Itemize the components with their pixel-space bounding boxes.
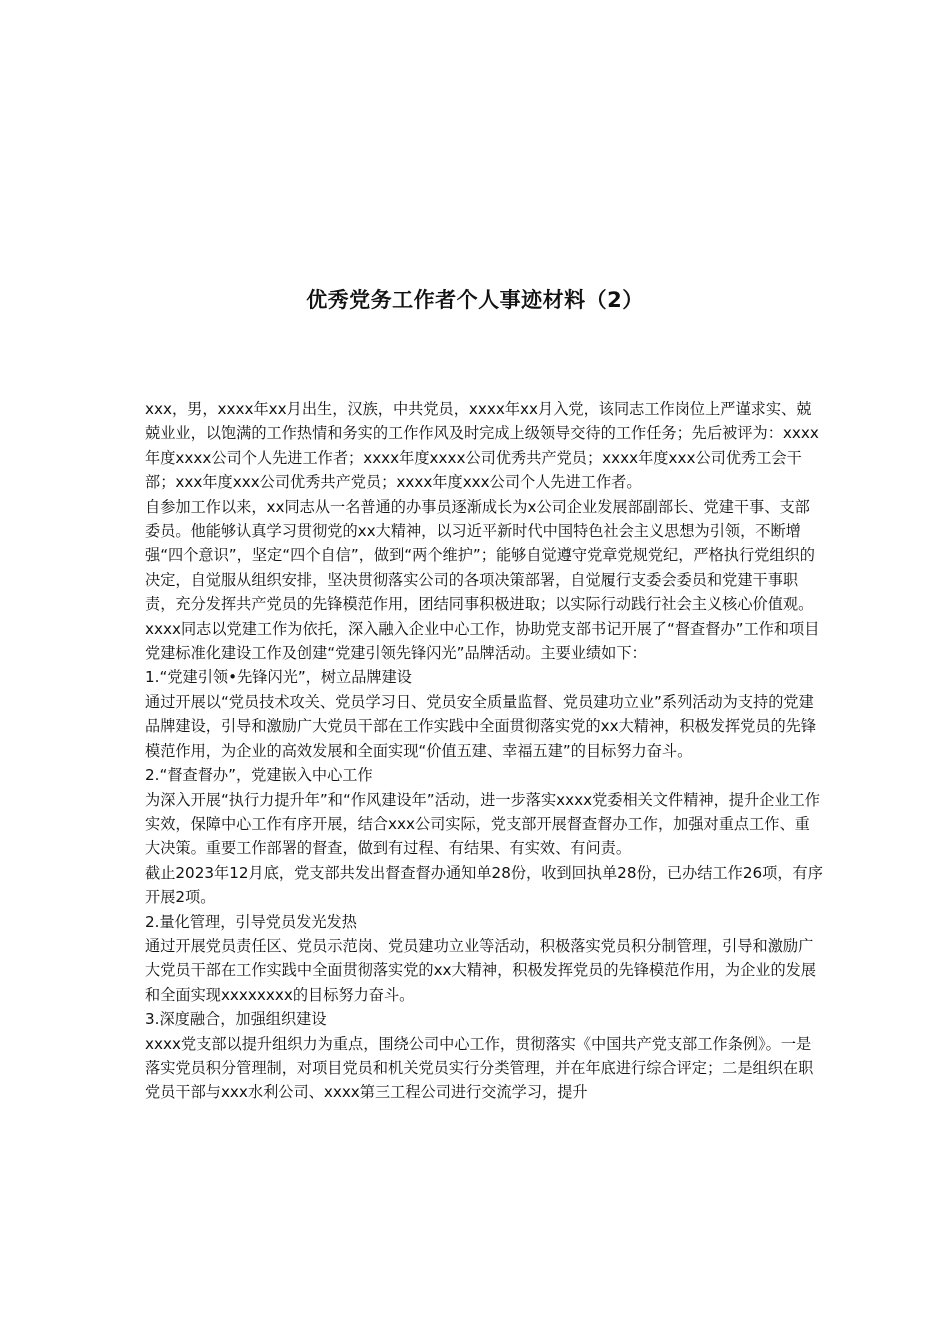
paragraph-intro: xxx，男，xxxx年xx月出生，汉族，中共党员，xxxx年xx月入党，该同志工作岗位上严谨求实、兢兢业业，以饱满的工作热情和务实的工作作风及时完成上级领导交待的工作任务；先后被评为：xxxx年度xxxx公司个人先进工作者；xxxx年度xxxx公司优秀共产党员；xxxx年度xxx公司优秀工会干部；xxx年度xxx公司优秀共产党员；xxxx年度xxx公司个人先进工作者。 <box>145 400 819 492</box>
section-heading-brand: 1.“党建引领•先锋闪光”，树立品牌建设 <box>145 668 412 687</box>
paragraph-quantified: 通过开展党员责任区、党员示范岗、党员建功立业等活动，积极落实党员积分制管理，引导和激励广大党员干部在工作实践中全面贯彻落实党的xx大精神，积极发挥党员的先锋模范作用，为企业的发展和全面实现xxxxxxxx的目标努力奋斗。 <box>145 936 817 1004</box>
paragraph-integration: xxxx党支部以提升组织力为重点，围绕公司中心工作，贯彻落实《中国共产党支部工作条例》。一是落实党员积分管理制，对项目党员和机关党员实行分类管理，并在年底进行综合评定；二是组织在职党员干部与xxx水利公司、xxxx第三工程公司进行交流学习，提升 <box>145 1034 814 1102</box>
document-title: 优秀党务工作者个人事迹材料（2） <box>306 288 644 312</box>
paragraph-achievements-intro: xxxx同志以党建工作为依托，深入融入企业中心工作，协助党支部书记开展了“督查督办”工作和项目党建标准化建设工作及创建“党建引领先锋闪光”品牌活动。主要业绩如下： <box>145 619 820 663</box>
document-body <box>145 397 825 1105</box>
section-heading-supervision: 2.“督查督办”，党建嵌入中心工作 <box>145 766 373 785</box>
paragraph-career: 自参加工作以来，xx同志从一名普通的办事员逐渐成长为x公司企业发展部副部长、党建干事、支部委员。他能够认真学习贯彻党的xx大精神，以习近平新时代中国特色社会主义思想为引领，不断增强“四个意识”，坚定“四个自信”，做到“两个维护”；能够自觉遵守党章党规党纪，严格执行党组织的决定，自觉服从组织安排，坚决贯彻落实公司的各项决策部署，自觉履行支委会委员和党建干事职责，充分发挥共产党员的先锋模范作用，团结同事积极进取；以实际行动践行社会主义核心价值观。 <box>145 497 815 614</box>
paragraph-supervision-stats: 截止2023年12月底，党支部共发出督查督办通知单28份，收到回执单28份，已办结工作26项，有序开展2项。 <box>145 863 823 907</box>
paragraph-supervision: 为深入开展“执行力提升年”和“作风建设年”活动，进一步落实xxxx党委相关文件精神，提升企业工作实效，保障中心工作有序开展，结合xxx公司实际，党支部开展督查督办工作，加强对重点工作、重大决策。重要工作部署的督查，做到有过程、有结果、有实效、有问责。 <box>145 790 820 858</box>
paragraph-brand: 通过开展以“党员技术攻关、党员学习日、党员安全质量监督、党员建功立业”系列活动为支持的党建品牌建设，引导和激励广大党员干部在工作实践中全面贯彻落实党的xx大精神，积极发挥党员的先锋模范作用，为企业的高效发展和全面实现“价值五建、幸福五建”的目标努力奋斗。 <box>145 692 817 760</box>
section-heading-quantified: 2.量化管理，引导党员发光发热 <box>145 912 357 931</box>
section-heading-integration: 3.深度融合，加强组织建设 <box>145 1010 327 1029</box>
